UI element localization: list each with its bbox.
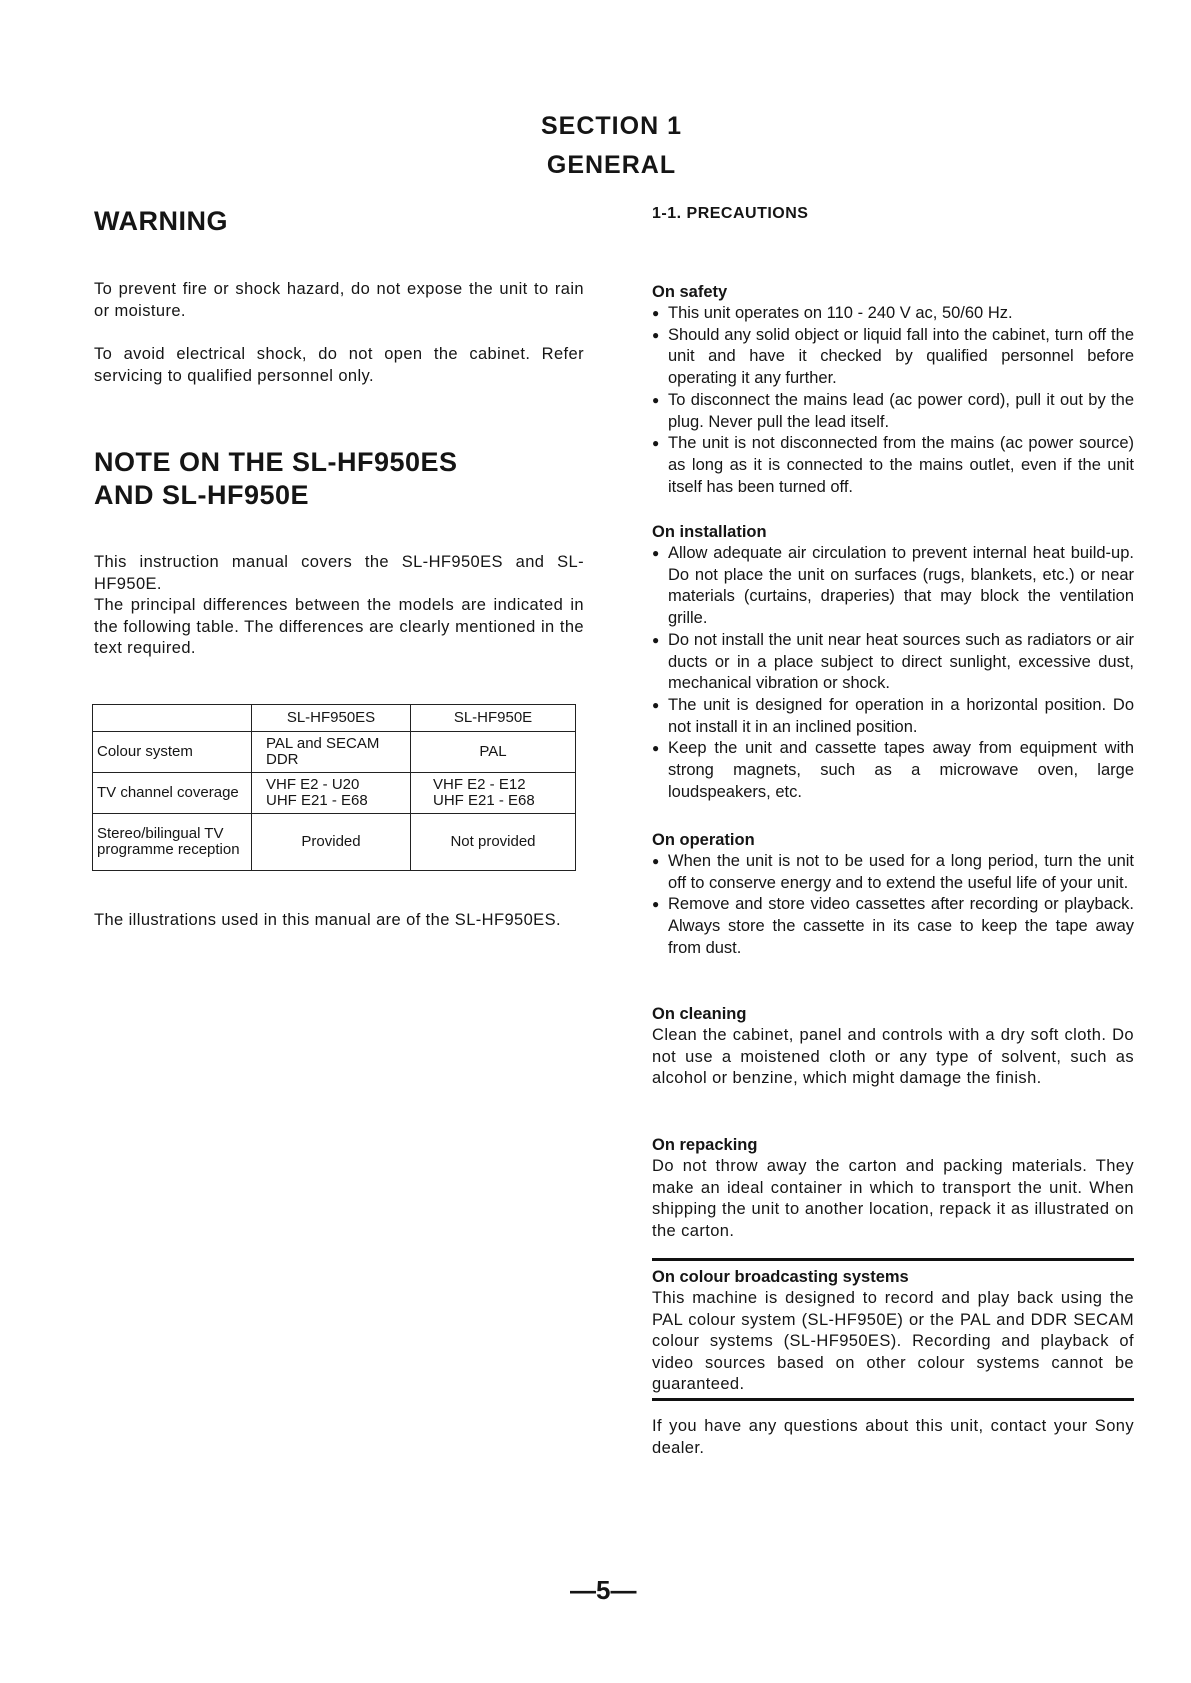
warning-paragraph-2: To avoid electrical shock, do not open the cabinet. Refer servicing to qualified personnel only. xyxy=(94,345,584,385)
note-title-line1: NOTE ON THE SL-HF950ES xyxy=(94,447,458,477)
list-item: ● The unit is not disconnected from the mains (ac power source) as long as it is connected to the mains outlet, even if the unit itself has been turned off. xyxy=(652,433,1134,498)
cleaning-text: Clean the cabinet, panel and controls with a dry soft cloth. Do not use a moistened cloth or any type of solvent, such as alcohol or benzine, which might damage the finish. xyxy=(652,1026,1134,1087)
table-row-label: Stereo/bilingual TV programme reception xyxy=(93,814,252,871)
table-header-e: SL-HF950E xyxy=(411,705,576,732)
colour-section-top-rule xyxy=(652,1258,1134,1261)
operation-title: On operation xyxy=(652,831,755,849)
contact-text: If you have any questions about this unit, contact your Sony dealer. xyxy=(652,1417,1134,1457)
installation-list xyxy=(652,543,1134,803)
table-header-empty xyxy=(93,705,252,732)
list-item: ● Do not install the unit near heat sources such as radiators or air ducts or in a place subject to direct sunlight, excessive dust, mechanical vibration or shock. xyxy=(652,630,1134,695)
list-item: ● This unit operates on 110 - 240 V ac, 50/60 Hz. xyxy=(652,303,1134,325)
table-cell-e-line1: VHF E2 - E12 xyxy=(433,776,526,793)
table-row-label: Colour system xyxy=(93,732,252,773)
table-header-row xyxy=(93,705,576,732)
table-cell-es-line1: VHF E2 - U20 xyxy=(266,776,360,793)
table-cell-es: Provided xyxy=(252,814,411,871)
warning-paragraph-2-block xyxy=(94,344,584,387)
repacking-title: On repacking xyxy=(652,1136,758,1154)
note-title-line2: AND SL-HF950E xyxy=(94,480,310,510)
colour-text: This machine is designed to record and play back using the PAL colour system (SL-HF950E) or the PAL and DDR SECAM colour systems (SL-HF950ES). Recording and playback of video sources based on other colour systems cannot be guaranteed. xyxy=(652,1289,1134,1393)
safety-section xyxy=(652,281,1134,498)
table-row xyxy=(93,773,576,814)
list-item: ● The unit is designed for operation in a horizontal position. Do not install it in an inclined position. xyxy=(652,695,1134,738)
note-body xyxy=(94,552,584,660)
warning-paragraph-1-block xyxy=(94,279,584,322)
model-differences-table xyxy=(92,704,576,871)
list-item: ● Remove and store video cassettes after recording or playback. Always store the cassette in its case to keep the tape away from dust. xyxy=(652,894,1134,959)
list-item: ● To disconnect the mains lead (ac power cord), pull it out by the plug. Never pull the lead itself. xyxy=(652,390,1134,433)
cleaning-section xyxy=(652,1003,1134,1090)
installation-section xyxy=(652,521,1134,803)
colour-section-bottom-rule xyxy=(652,1398,1134,1401)
table-cell-e: Not provided xyxy=(411,814,576,871)
table-row xyxy=(93,732,576,773)
section-number: SECTION 1 xyxy=(541,112,682,140)
safety-list xyxy=(652,303,1134,498)
note-heading xyxy=(94,446,584,512)
warning-title: WARNING xyxy=(94,206,228,236)
table-cell-es-line2: UHF E21 - E68 xyxy=(266,792,368,809)
table-cell-e-line2: UHF E21 - E68 xyxy=(433,792,535,809)
table-cell-es: PAL and SECAM DDR xyxy=(252,732,411,773)
operation-section xyxy=(652,829,1134,960)
table-cell-e xyxy=(411,773,576,814)
precautions-title: 1-1. PRECAUTIONS xyxy=(652,205,809,222)
note-footer: The illustrations used in this manual are of the SL-HF950ES. xyxy=(94,911,561,929)
list-item: ● Allow adequate air circulation to prevent internal heat build-up. Do not place the unit on surfaces (rugs, blankets, etc.) or near materials (curtains, draperies) that may block the ventilation grille. xyxy=(652,543,1134,630)
section-title: GENERAL xyxy=(546,151,677,179)
note-paragraph-1: This instruction manual covers the SL-HF950ES and SL-HF950E. xyxy=(94,553,584,593)
list-item: ● When the unit is not to be used for a long period, turn the unit off to conserve energy and to extend the useful life of your unit. xyxy=(652,851,1134,894)
installation-title: On installation xyxy=(652,523,767,541)
repacking-section xyxy=(652,1134,1134,1242)
note-paragraph-2: The principal differences between the models are indicated in the following table. The differences are clearly mentioned in the text required. xyxy=(94,596,584,657)
cleaning-title: On cleaning xyxy=(652,1005,747,1023)
table-cell-es xyxy=(252,773,411,814)
note-footer-block xyxy=(94,910,584,932)
page-number: —5— xyxy=(570,1575,637,1605)
table-cell-e: PAL xyxy=(411,732,576,773)
colour-section xyxy=(652,1266,1134,1396)
colour-title: On colour broadcasting systems xyxy=(652,1268,909,1286)
list-item: ● Keep the unit and cassette tapes away from equipment with strong magnets, such as a microwave oven, large loudspeakers, etc. xyxy=(652,738,1134,803)
table-row xyxy=(93,814,576,871)
contact-section xyxy=(652,1416,1134,1459)
warning-section xyxy=(94,205,584,238)
safety-title: On safety xyxy=(652,283,728,301)
warning-paragraph-1: To prevent fire or shock hazard, do not expose the unit to rain or moisture. xyxy=(94,280,584,320)
repacking-text: Do not throw away the carton and packing materials. They make an ideal container in which to transport the unit. When shipping the unit to another location, repack it as illustrated on the carton. xyxy=(652,1157,1134,1240)
operation-list xyxy=(652,851,1134,960)
list-item: ● Should any solid object or liquid fall into the cabinet, turn off the unit and have it checked by qualified personnel before operating it any further. xyxy=(652,325,1134,390)
table-row-label: TV channel coverage xyxy=(93,773,252,814)
table-header-es: SL-HF950ES xyxy=(252,705,411,732)
